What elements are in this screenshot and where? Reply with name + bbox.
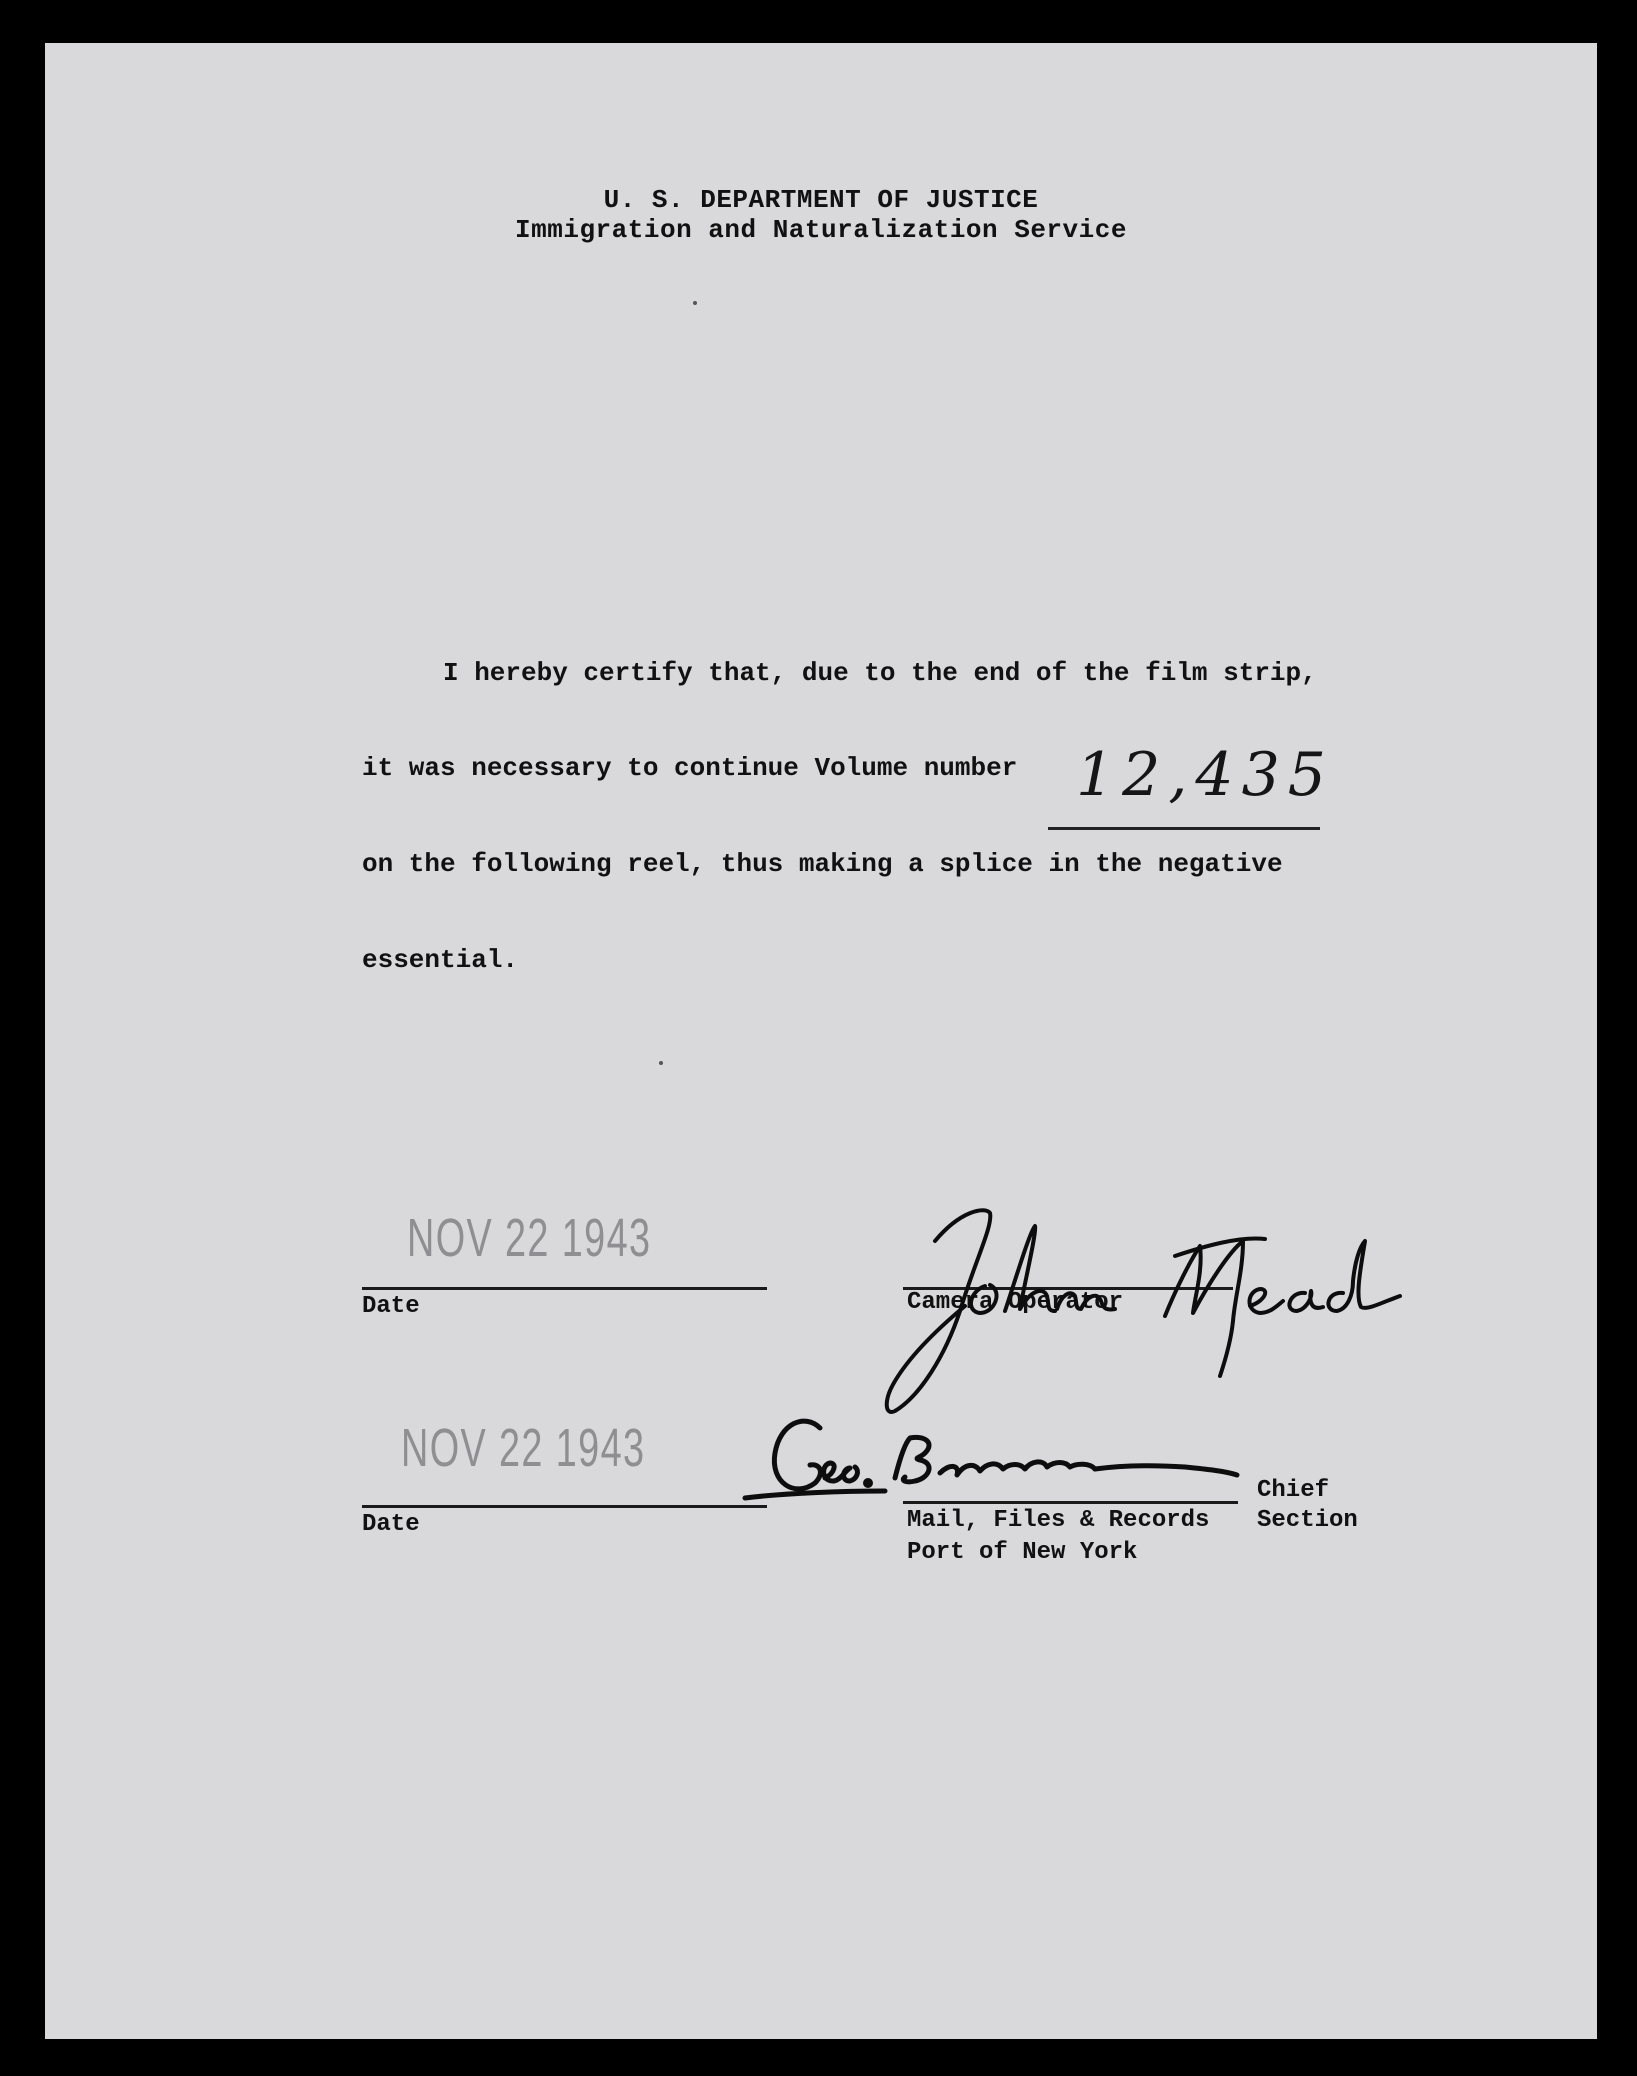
office-label: Mail, Files & Records xyxy=(907,1507,1210,1534)
camera-operator-label: Camera Operator xyxy=(907,1289,1124,1316)
chief-signature xyxy=(725,1403,1245,1513)
certification-line-1: I hereby certify that, due to the end of the film strip, xyxy=(443,658,1317,688)
date-stamp-1: NOV 22 1943 xyxy=(407,1208,652,1268)
volume-number-field xyxy=(1048,740,1334,830)
service-heading: Immigration and Naturalization Service xyxy=(515,215,1127,245)
date-stamp-2: NOV 22 1943 xyxy=(401,1418,646,1478)
department-heading: U. S. DEPARTMENT OF JUSTICE xyxy=(603,185,1039,215)
scan-speck xyxy=(693,301,697,305)
scan-speck xyxy=(659,1061,663,1065)
certification-line-4: essential. xyxy=(362,945,519,975)
chief-label: Chief xyxy=(1257,1477,1330,1504)
date-line-2 xyxy=(362,1505,767,1508)
date-line-1 xyxy=(362,1287,767,1290)
section-label: Section xyxy=(1257,1507,1358,1534)
john-mead-signature xyxy=(865,1201,1425,1431)
date-label-2: Date xyxy=(362,1511,420,1538)
volume-number-underline xyxy=(1048,827,1320,830)
document-page xyxy=(45,43,1597,2039)
date-label-1: Date xyxy=(362,1293,420,1320)
port-label: Port of New York xyxy=(907,1539,1138,1566)
certification-line-3: on the following reel, thus making a splice in the negative xyxy=(362,849,1283,879)
volume-number-handwritten: 12,435 xyxy=(1076,740,1334,810)
certification-line-2: it was necessary to continue Volume number xyxy=(362,753,1018,783)
